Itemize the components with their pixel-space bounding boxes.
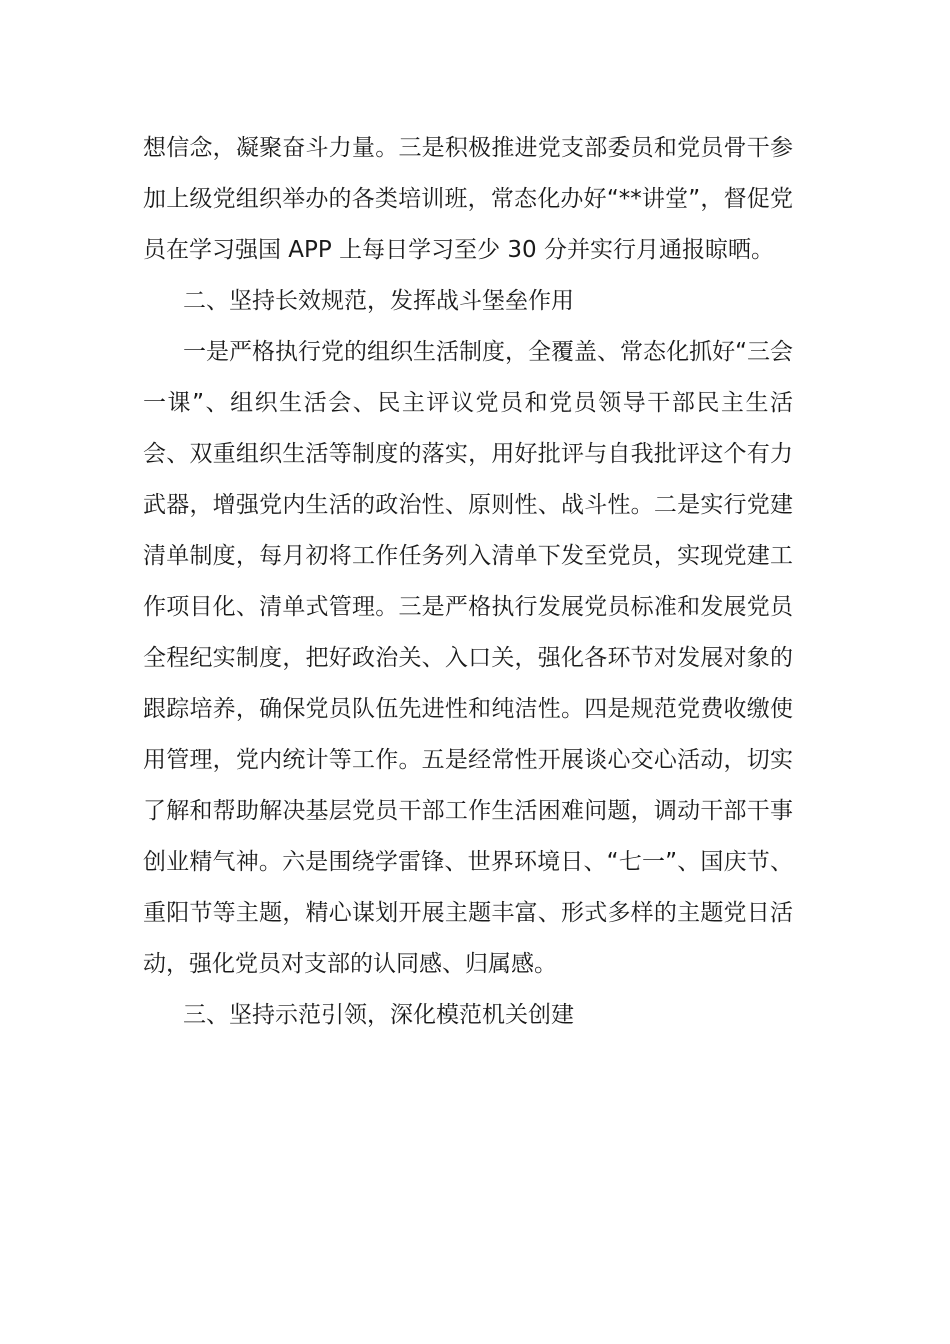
section-heading-2: 二、坚持长效规范，发挥战斗堡垒作用 <box>183 288 574 314</box>
document-body <box>143 123 793 1041</box>
section-heading-3: 三、坚持示范引领，深化模范机关创建 <box>183 1002 574 1028</box>
paragraph-section-2: 一是严格执行党的组织生活制度，全覆盖、常态化抓好“三会一课”、组织生活会、民主评议党员和党员领导干部民主生活会、双重组织生活等制度的落实，用好批评与自我批评这个有力武器，增强党内生活的政治性、原则性、战斗性。二是实行党建清单制度，每月初将工作任务列入清单下发至党员，实现党建工作项目化、清单式管理。三是严格执行发展党员标准和发展党员全程纪实制度，把好政治关、入口关，强化各环节对发展对象的跟踪培养，确保党员队伍先进性和纯洁性。四是规范党费收缴使用管理，党内统计等工作。五是经常性开展谈心交心活动，切实了解和帮助解决基层党员干部工作生活困难问题，调动干部干事创业精气神。六是围绕学雷锋、世界环境日、“七一”、国庆节、重阳节等主题，精心谋划开展主题丰富、形式多样的主题党日活动，强化党员对支部的认同感、归属感。 <box>143 339 793 977</box>
paragraph-continuation: 想信念，凝聚奋斗力量。三是积极推进党支部委员和党员骨干参加上级党组织举办的各类培训班，常态化办好“**讲堂”，督促党员在学习强国 APP 上每日学习至少 30 分并实行月通报晾晒。 <box>143 135 793 263</box>
